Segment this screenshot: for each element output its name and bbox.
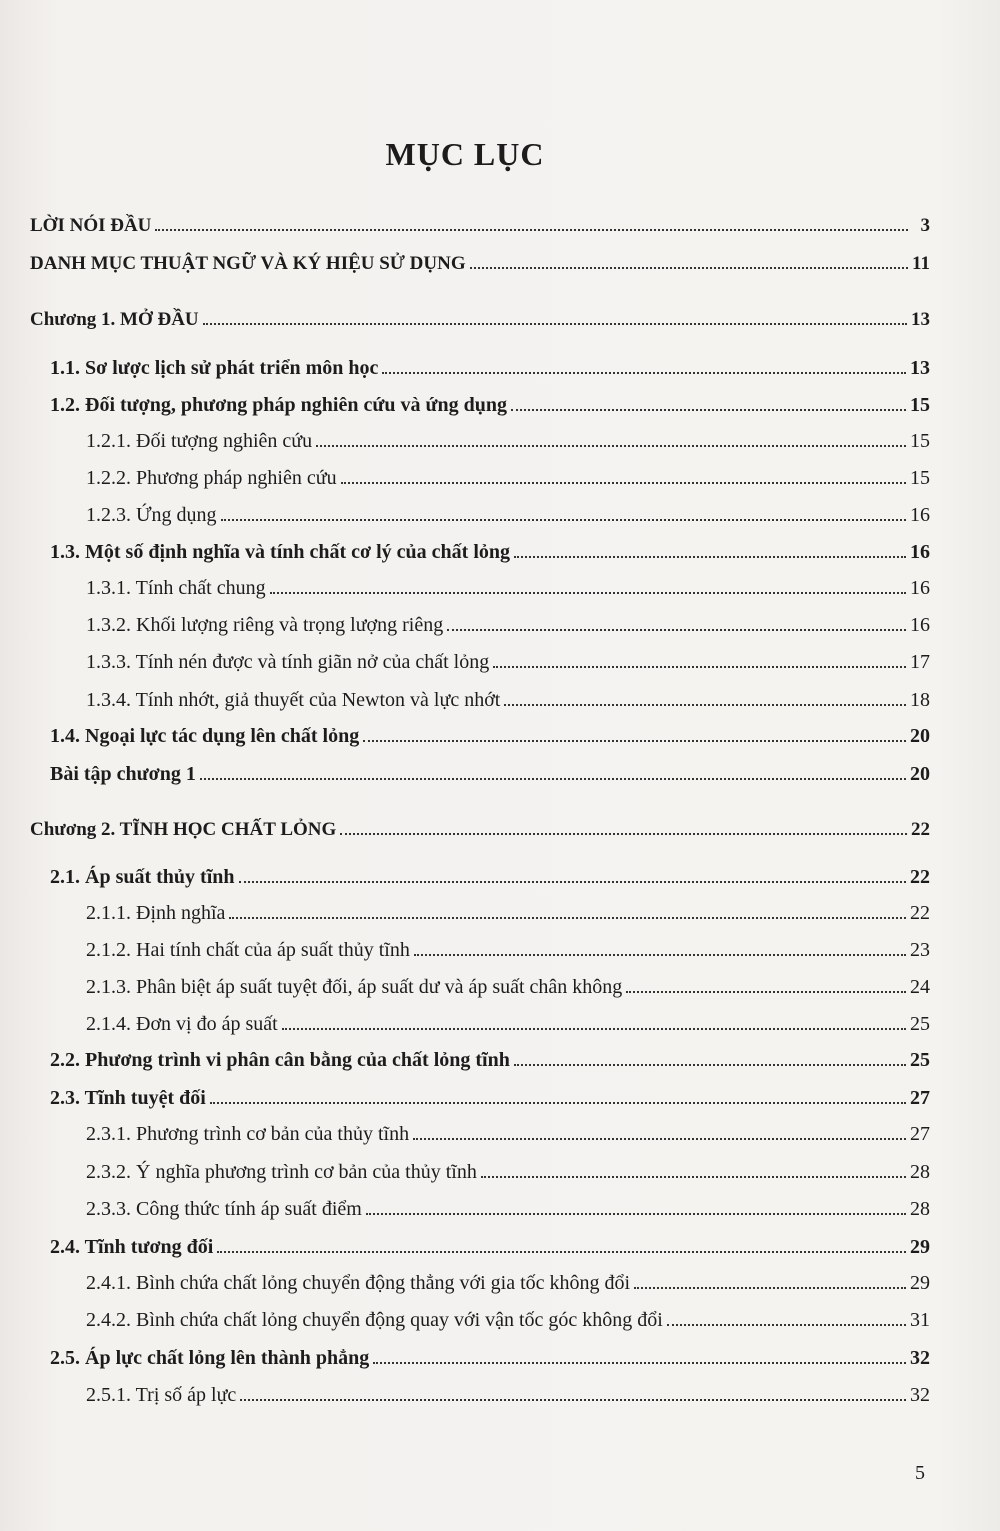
toc-entry-label: 2.4. Tĩnh tương đối [50,1236,214,1258]
toc-entry-label: 2.1. Áp suất thủy tĩnh [50,866,235,888]
dot-leader [504,704,906,706]
dot-leader [366,1213,906,1215]
toc-entry [86,898,930,928]
dot-leader [481,1176,906,1178]
dot-leader [363,740,906,742]
toc-entry [50,862,930,892]
toc-entry [86,1157,930,1187]
dot-leader [340,833,907,835]
toc-entry-page: 16 [910,577,930,599]
toc-entry [50,759,930,789]
toc-entry [30,815,930,845]
toc-entry-label: 2.2. Phương trình vi phân cân bằng của chất lỏng tĩnh [50,1049,510,1071]
toc-entry-page: 24 [910,976,930,998]
toc-entry [86,1268,930,1298]
toc-entry-page: 22 [910,866,930,888]
toc-entry [50,537,930,567]
toc-entry [50,1045,930,1075]
page-number: 5 [915,1462,925,1484]
toc-entry-label: 2.1.4. Đơn vị đo áp suất [86,1013,278,1035]
toc-entry [86,935,930,965]
toc-entry [30,249,930,279]
toc-entry-page: 23 [910,939,930,961]
dot-leader [373,1362,906,1364]
toc-entry-page: 25 [910,1013,930,1035]
toc-entry-label: 1.3. Một số định nghĩa và tính chất cơ lý của chất lỏng [50,541,511,563]
dot-leader [316,445,906,447]
dot-leader [493,666,906,668]
toc-entry-page: 27 [910,1123,930,1145]
dot-leader [200,778,906,780]
toc-entry [86,573,930,603]
toc-entry-page: 32 [910,1347,930,1369]
toc-entry [86,1119,930,1149]
toc-entry [86,1380,930,1410]
toc-entry [30,305,930,335]
dot-leader [270,592,906,594]
toc-entry-label: 1.1. Sơ lược lịch sử phát triển môn học [50,357,379,379]
toc-entry-label: 1.2. Đối tượng, phương pháp nghiên cứu và ứng dụng [50,394,507,416]
toc-entry [30,211,930,241]
toc-entry-page: 16 [910,504,930,526]
toc-entry-page: 22 [910,902,930,924]
toc-entry-label: 1.3.3. Tính nén được và tính giãn nở của chất lỏng [86,651,490,673]
toc-entry [50,390,930,420]
dot-leader [341,482,906,484]
toc-entry-label: 1.2.1. Đối tượng nghiên cứu [86,430,313,452]
dot-leader [221,519,906,521]
toc-entry-label: 1.3.1. Tính chất chung [86,577,266,599]
toc-entry-page: 16 [910,541,930,563]
toc-entry-label: LỜI NÓI ĐẦU [30,215,152,236]
dot-leader [203,323,907,325]
toc-entry [86,972,930,1002]
toc-entry-page: 18 [910,689,930,711]
toc-entry-page: 17 [910,651,930,673]
toc-entry [50,1343,930,1373]
toc-entry-label: 2.4.1. Bình chứa chất lỏng chuyển động thẳng với gia tốc không đổi [86,1272,631,1294]
dot-leader [511,409,906,411]
dot-leader [667,1324,906,1326]
toc-entry-label: DANH MỤC THUẬT NGỮ VÀ KÝ HIỆU SỬ DỤNG [30,253,466,274]
toc-entry-label: Chương 2. TĨNH HỌC CHẤT LỎNG [30,819,337,840]
toc-entry-label: 1.3.4. Tính nhớt, giả thuyết của Newton và lực nhớt [86,689,501,711]
page-title: MỤC LỤC [385,136,545,172]
toc-entry-page: 13 [911,309,930,330]
toc-entry [86,500,930,530]
toc-entry [86,463,930,493]
toc-entry-label: 2.1.3. Phân biệt áp suất tuyệt đối, áp suất dư và áp suất chân không [86,976,623,998]
toc-entry-page: 22 [911,819,930,840]
dot-leader [514,556,906,558]
dot-leader [514,1064,906,1066]
toc-entry [86,426,930,456]
toc-entry-label: 2.5.1. Trị số áp lực [86,1384,237,1406]
toc-entry [86,685,930,715]
toc-entry-label: 1.2.3. Ứng dụng [86,504,217,526]
dot-leader [210,1102,906,1104]
toc-entry [86,1009,930,1039]
dot-leader [447,629,906,631]
toc-entry-page: 16 [910,614,930,636]
toc-entry-label: 2.5. Áp lực chất lỏng lên thành phẳng [50,1347,370,1369]
dot-leader [414,954,906,956]
toc-entry [50,1083,930,1113]
toc-entry-page: 29 [910,1236,930,1258]
toc-entry [50,1232,930,1262]
toc-entry-page: 31 [910,1309,930,1331]
toc-entry-label: 2.3.1. Phương trình cơ bản của thủy tĩnh [86,1123,410,1145]
toc-entry-label: Chương 1. MỞ ĐẦU [30,309,199,330]
dot-leader [470,267,908,269]
toc-entry-page: 28 [910,1198,930,1220]
toc-entry-label: 2.3.3. Công thức tính áp suất điểm [86,1198,362,1220]
toc-entry-page: 25 [910,1049,930,1071]
toc-entry-page: 29 [910,1272,930,1294]
toc-entry-page: 20 [910,763,930,785]
dot-leader [382,372,906,374]
toc-entry [86,1194,930,1224]
toc-entry-page: 15 [910,394,930,416]
toc-entry-label: 1.2.2. Phương pháp nghiên cứu [86,467,337,489]
toc-entry [86,1305,930,1335]
toc-entry-page: 15 [910,430,930,452]
toc-entry-label: 2.3. Tĩnh tuyệt đối [50,1087,206,1109]
dot-leader [413,1138,906,1140]
dot-leader [217,1251,906,1253]
toc-entry-label: 2.1.2. Hai tính chất của áp suất thủy tĩnh [86,939,410,961]
toc-entry-label: Bài tập chương 1 [50,763,196,785]
dot-leader [240,1399,906,1401]
dot-leader [282,1028,906,1030]
toc-entry-label: 1.3.2. Khối lượng riêng và trọng lượng riêng [86,614,444,636]
toc-entry-page: 20 [910,725,930,747]
dot-leader [155,229,908,231]
toc-entry-page: 15 [910,467,930,489]
dot-leader [229,917,906,919]
toc-entry-label: 2.3.2. Ý nghĩa phương trình cơ bản của thủy tĩnh [86,1161,477,1183]
toc-entry-page: 13 [910,357,930,379]
toc-entry-page: 11 [912,253,930,274]
toc-entry-label: 2.4.2. Bình chứa chất lỏng chuyển động quay với vận tốc góc không đổi [86,1309,663,1331]
toc-entry [86,647,930,677]
toc-entry-label: 1.4. Ngoại lực tác dụng lên chất lỏng [50,725,360,747]
toc-entry-label: 2.1.1. Định nghĩa [86,902,226,924]
toc-entry-page: 3 [920,215,930,236]
toc-entry [50,353,930,383]
toc-entry-page: 28 [910,1161,930,1183]
dot-leader [239,881,906,883]
toc-entry-page: 32 [910,1384,930,1406]
dot-leader [634,1287,906,1289]
toc-entry-page: 27 [910,1087,930,1109]
toc-entry [86,610,930,640]
toc-entry [50,721,930,751]
dot-leader [626,991,906,993]
